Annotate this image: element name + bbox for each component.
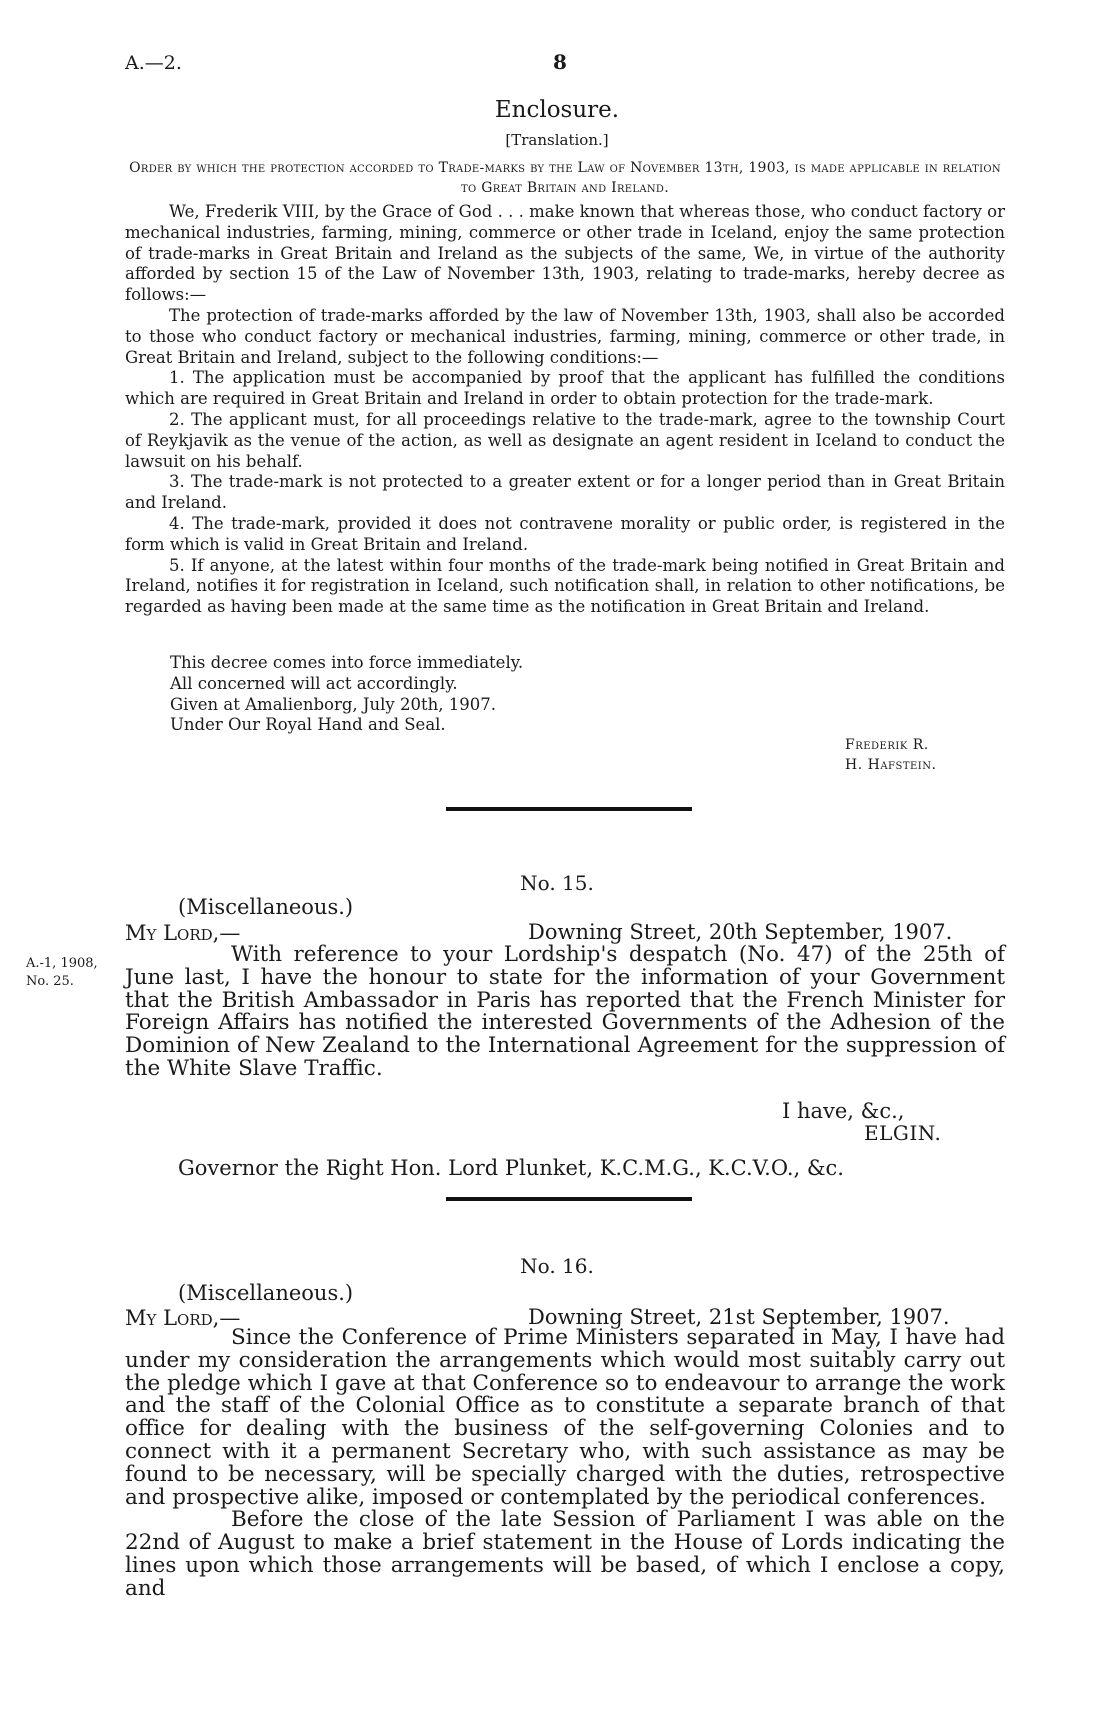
decree-closing <box>170 653 523 736</box>
signature-line: H. Hafstein. <box>845 757 937 773</box>
enclosure-paragraph: The protection of trade-marks afforded by the law of November 13th, 1903, shall also be accorded to those who conduct factory or mechanical industries, farming, mining, commerce or other trade, in Great Britain and Ireland, subject to the following conditions:— <box>125 305 1005 367</box>
place-date: Downing Street, 20th September, 1907. <box>528 920 953 944</box>
condition-item: 1. The application must be accompanied by proof that the applicant has fulfilled the conditions which are required in Great Britain and Ireland in order to obtain protection for the trade-mark. <box>125 368 1005 409</box>
closing-line: Under Our Royal Hand and Seal. <box>170 715 446 735</box>
salutation: My Lord,— <box>125 921 241 945</box>
margin-reference: A.-1, 1908, No. 25. <box>26 956 98 989</box>
place-date: Downing Street, 21st September, 1907. <box>528 1305 950 1329</box>
letter-number: No. 15. <box>520 871 594 895</box>
letter-body <box>125 1327 1005 1601</box>
addressee: Governor the Right Hon. Lord Plunket, K.C.M.G., K.C.V.O., &c. <box>178 1156 844 1180</box>
enclosure-title: Enclosure. <box>494 97 620 123</box>
translation-note: [Translation.] <box>505 131 609 149</box>
letter-category: (Miscellaneous.) <box>178 895 354 919</box>
section-divider <box>446 1197 692 1201</box>
closing-line: This decree comes into force immediately. <box>170 653 524 672</box>
closing-line: Given at Amalienborg, July 20th, 1907. <box>170 694 496 714</box>
letter-paragraph: Before the close of the late Session of Parliament I was able on the 22nd of August to make a brief statement in the House of Lords indicating the lines upon which those arrangements will be based, of which I enclose a copy, and <box>125 1507 1005 1601</box>
condition-item: 4. The trade-mark, provided it does not contravene morality or public order, is registered in the form which is valid in Great Britain and Ireland. <box>125 513 1005 554</box>
letter-paragraph: With reference to your Lordship's despatch (No. 47) of the 25th of June last, I have the honour to state for the information of your Government that the British Ambassador in Paris has reported that the French Minister for Foreign Affairs has notified the interested Governments of the Adhesion of the Dominion of New Zealand to the International Agreement for the suppression of the White Slave Traffic. <box>125 942 1005 1081</box>
document-reference: A.—2. <box>125 52 182 74</box>
letter-signature: ELGIN. <box>864 1121 942 1145</box>
enclosure-paragraph: We, Frederik VIII, by the Grace of God . . . make known that whereas those, who conduct factory or mechanical industries, farming, mining, commerce or other trade in Iceland, enjoy the same protection of trade-marks in Great Britain and Ireland as the subjects of the same, We, in virtue of the authority afforded by section 15 of the Law of November 13th, 1903, relating to trade-marks, hereby decree as follows:— <box>125 202 1005 305</box>
letter-category: (Miscellaneous.) <box>178 1281 354 1305</box>
page-number: 8 <box>553 50 567 74</box>
condition-item: 3. The trade-mark is not protected to a greater extent or for a longer period than in Great Britain and Ireland. <box>125 472 1005 513</box>
order-title: Order by which the protection accorded to Trade-marks by the Law of November 13th, 1903, is made applicable in relation to Great Britain and Ireland. <box>129 160 1001 196</box>
enclosure-signatures <box>845 735 936 775</box>
enclosure-body <box>125 202 1005 618</box>
letter-number: No. 16. <box>520 1254 594 1278</box>
section-divider <box>446 807 692 811</box>
letter-closing: I have, &c., <box>782 1099 905 1123</box>
closing-line: All concerned will act accordingly. <box>170 673 458 693</box>
letter-paragraph: Since the Conference of Prime Ministers separated in May, I have had under my consideration the arrangements which would most suitably carry out the pledge which I gave at that Conference so to endeavour to arrange the work and the staff of the Colonial Office as to constitute a separate branch of that office for dealing with the business of the self-governing Colonies and to connect with it a permanent Secretary who, with such assistance as may be found to be necessary, will be specially charged with the duties, retrospective and prospective alike, imposed or contemplated by the periodical conferences. <box>125 1325 1005 1510</box>
salutation: My Lord,— <box>125 1306 241 1330</box>
signature-line: Frederik R. <box>845 737 929 753</box>
condition-item: 5. If anyone, at the latest within four months of the trade-mark being notified in Great Britain and Ireland, notifies it for registration in Iceland, such notification shall, in relation to other notifications, be regarded as having been made at the same time as the notification in Great Britain and Ireland. <box>125 555 1005 617</box>
letter-body <box>125 944 1005 1081</box>
condition-item: 2. The applicant must, for all proceedings relative to the trade-mark, agree to the township Court of Reykjavik as the venue of the action, as well as designate an agent resident in Iceland to conduct the lawsuit on his behalf. <box>125 409 1005 471</box>
